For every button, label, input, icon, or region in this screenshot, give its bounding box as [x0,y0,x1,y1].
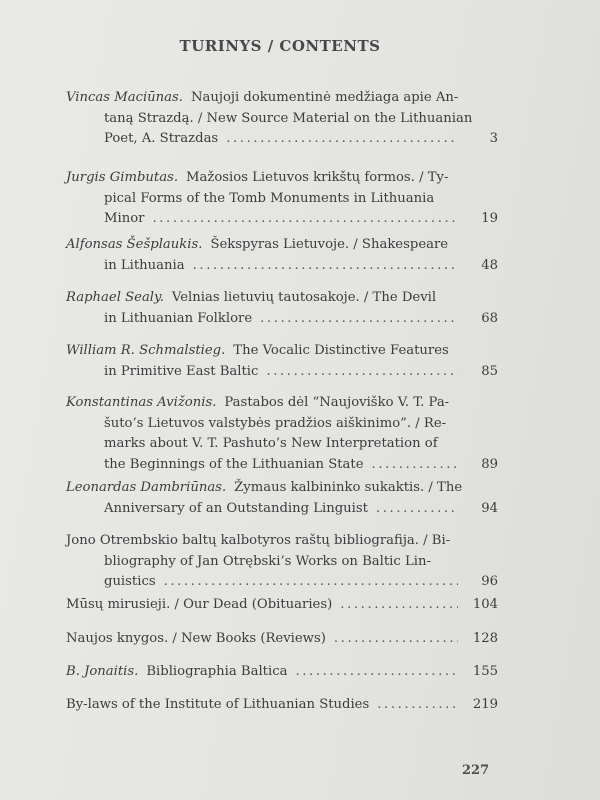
dot-leader [226,129,458,150]
entry-title-text: šuto’s Lietuvos valstybės pradžios aiškinimo”. / Re- [104,415,447,431]
entry-page-number: 104 [472,597,498,612]
entry-author: Konstantinas Avižonis. [66,395,217,410]
entry-author: William R. Schmalstieg. [66,343,226,358]
entry-page-number: 96 [481,574,498,589]
toc-entry [66,695,498,716]
toc-entry [66,629,498,650]
toc-entry-line [66,531,498,552]
entry-page-number: 155 [472,664,498,679]
dot-leader [193,256,458,277]
entry-page-number: 68 [481,310,498,326]
entry-title-text: taną Strazdą. / New Source Material on the Lithuanian [104,110,473,126]
entry-title-text: Jono Otrembskio baltų kalbotyros raštų bibliografija. / Bi- [66,533,451,548]
toc-entry-line [66,552,498,573]
entry-title-text: pical Forms of the Tomb Monuments in Lithuania [104,190,435,206]
entry-author: Vincas Maciūnas. [66,90,183,105]
entry-page-number: 48 [481,257,498,273]
toc-entry-line [66,341,498,362]
dot-leader [260,309,458,330]
entry-title-text: Anniversary of an Outstanding Linguist [104,500,368,516]
entry-title-text: bliography of Jan Otrębski’s Works on Baltic Lin- [104,553,431,569]
entry-title-text: Bibliographia Baltica [146,664,288,679]
entry-title-text: in Lithuanian Folklore [104,310,253,326]
entry-author: Alfonsas Šešplaukis. [66,237,203,252]
toc-entry-line [66,595,498,616]
entry-page-number: 128 [472,631,498,646]
entry-author: Jurgis Gimbutas. [66,170,179,185]
dot-leader [266,362,458,383]
entry-page-number: 219 [472,697,498,712]
toc-entry [66,531,498,593]
toc-entry [66,662,498,683]
entry-title-text: Velnias lietuvių tautosakoje. / The Devil [171,290,437,305]
entry-title-text: the Beginnings of the Lithuanian State [104,456,364,472]
entry-title-text: marks about V. T. Pashuto’s New Interpretation of [104,436,438,451]
entry-title-text: Mūsų mirusieji. / Our Dead (Obituaries) [66,597,333,612]
toc-entry-line [66,499,498,520]
toc-entry-line [66,695,498,716]
toc-entry-line [66,288,498,309]
toc-entry [66,341,498,382]
toc-entry-line [66,414,498,435]
toc-entry-line [66,662,498,683]
entry-title-text: Šekspyras Lietuvoje. / Shakespeare [210,237,449,252]
dot-leader [372,455,458,476]
entry-page-number: 94 [481,500,498,516]
toc-entry-line [66,434,498,455]
toc-entry-line [66,189,498,210]
toc-entry [66,288,498,329]
toc-entry-line [66,629,498,650]
dot-leader [152,209,458,230]
toc-entry-line [66,168,498,189]
entry-title-text: Naujos knygos. / New Books (Reviews) [66,631,326,646]
dot-leader [164,572,458,593]
entry-title-text: Pastabos dėl “Naujoviško V. T. Pa- [224,395,450,410]
toc-entry [66,235,498,276]
toc-entry [66,595,498,616]
entry-title-text: in Primitive East Baltic [104,363,259,379]
dot-leader [295,662,458,683]
toc-entry [66,478,498,519]
dot-leader [334,629,458,650]
toc-entry [66,88,498,150]
entry-title-text: By-laws of the Institute of Lithuanian Studies [66,697,370,712]
dot-leader [376,499,458,520]
toc-entry-line [66,362,498,383]
toc-entry-line [66,393,498,414]
entry-title-text: guistics [104,574,156,589]
entry-title-text: Poet, A. Strazdas [104,131,219,146]
toc-entry-line [66,455,498,476]
toc-entry-line [66,88,498,109]
toc-entry-line [66,256,498,277]
entry-title-text: Minor [104,211,145,226]
toc-entry-line [66,478,498,499]
toc-entry [66,168,498,230]
toc-entry-line [66,572,498,593]
page-title: TURINYS / CONTENTS [179,37,381,55]
entry-author: Raphael Sealy. [66,290,164,305]
toc-entry-line [66,129,498,150]
toc-entry-line [66,235,498,256]
entry-title-text: Žymaus kalbininko sukaktis. / The [234,480,463,495]
entry-title-text: Mažosios Lietuvos krikštų formos. / Ty- [186,170,449,185]
entry-page-number: 3 [489,131,498,146]
entry-title-text: in Lithuania [104,257,185,273]
toc-entry-line [66,309,498,330]
entry-title-text: The Vocalic Distinctive Features [233,343,449,358]
dot-leader [340,595,458,616]
entry-page-number: 85 [481,363,498,379]
dot-leader [377,695,458,716]
toc-entry [66,393,498,475]
entry-author: Leonardas Dambriūnas. [66,480,227,495]
entry-page-number: 89 [481,456,498,472]
entry-title-text: Naujoji dokumentinė medžiaga apie An- [191,90,459,105]
toc-entry-line [66,109,498,130]
entry-page-number: 19 [481,211,498,226]
entry-author: B. Jonaitis. [66,664,139,679]
toc-entry-line [66,209,498,230]
page-number: 227 [462,763,490,778]
